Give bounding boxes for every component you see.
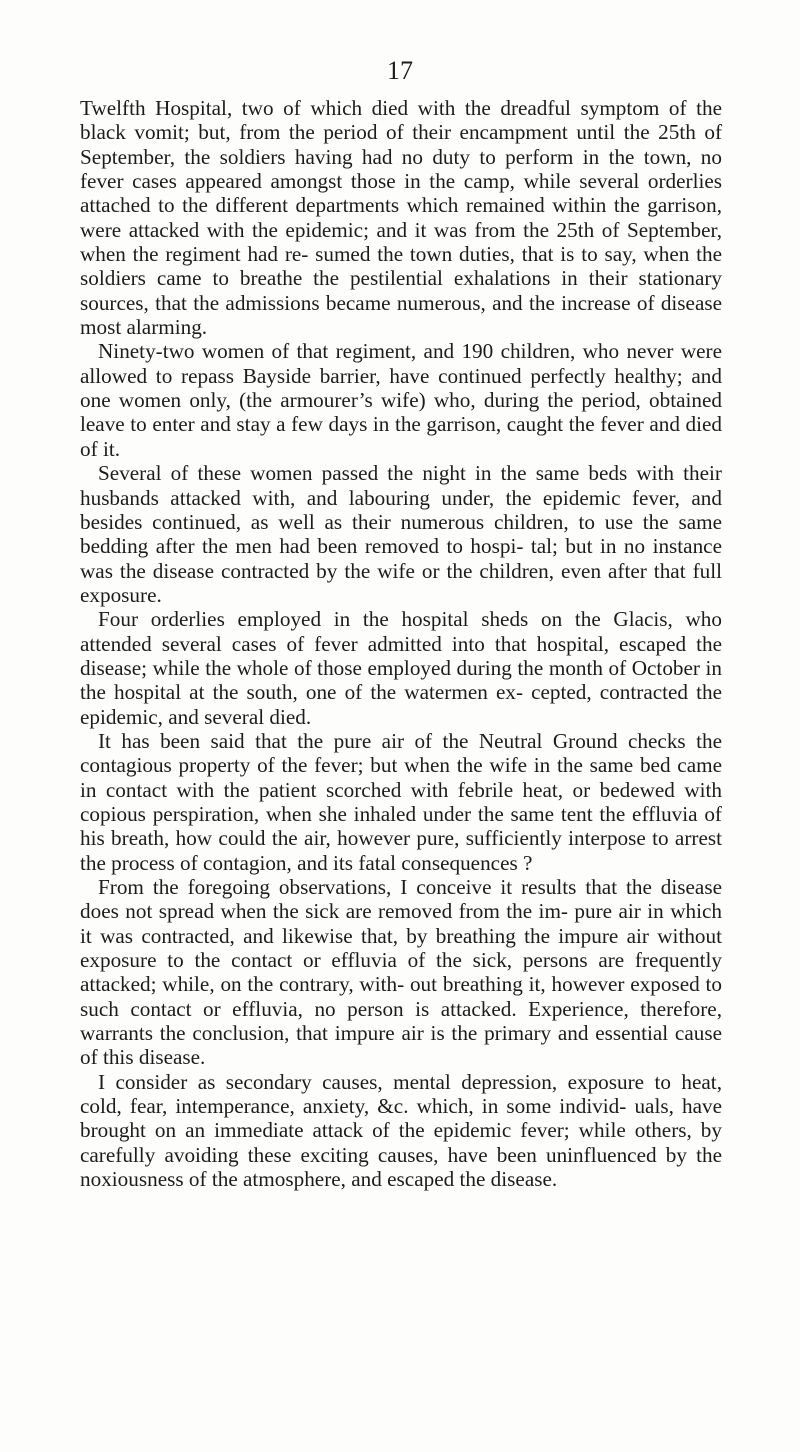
paragraph: I consider as secondary causes, mental depression, exposure to heat, cold, fear, intemperance, anxiety, &c. which, in some individ- uals, have brought on an immediate attack of the epidemic fever; while others, by carefully avoiding these exciting causes, have been uninfluenced by the noxiousness of the atmosphere, and escaped the disease. xyxy=(80,1069,722,1192)
body-text xyxy=(80,96,722,1191)
paragraph: Twelfth Hospital, two of which died with the dreadful symptom of the black vomit; but, from the period of their encampment until the 25th of September, the soldiers having had no duty to perform in the town, no fever cases appeared amongst those in the camp, while several orderlies attached to the different departments which remained within the garrison, were attacked with the epidemic; and it was from the 25th of September, when the regiment had re- sumed the town duties, that is to say, when the soldiers came to breathe the pestilential exhalations in their stationary sources, that the admissions became numerous, and the increase of disease most alarming. xyxy=(80,96,722,340)
paragraph: Ninety-two women of that regiment, and 190 children, who never were allowed to repass Bayside barrier, have continued perfectly healthy; and one women only, (the armourer’s wife) who, during the period, obtained leave to enter and stay a few days in the garrison, caught the fever and died of it. xyxy=(80,339,722,461)
paragraph: It has been said that the pure air of the Neutral Ground checks the contagious property of the fever; but when the wife in the same bed came in contact with the patient scorched with febrile heat, or bedewed with copious perspiration, when she inhaled under the same tent the effluvia of his breath, how could the air, however pure, sufficiently interpose to arrest the process of contagion, and its fatal consequences ? xyxy=(80,728,722,875)
paragraph: Several of these women passed the night in the same beds with their husbands attacked with, and labouring under, the epidemic fever, and besides continued, as well as their numerous children, to use the same bedding after the men had been removed to hospi- tal; but in no instance was the disease contracted by the wife or the children, even after that full exposure. xyxy=(80,461,722,607)
page-number: 17 xyxy=(387,56,413,85)
paragraph: From the foregoing observations, I conceive it results that the disease does not spread when the sick are removed from the im- pure air in which it was contracted, and likewise that, by breathing the impure air without exposure to the contact or effluvia of the sick, persons are frequently attacked; while, on the contrary, with- out breathing it, however exposed to such contact or effluvia, no person is attacked. Experience, therefore, warrants the conclusion, that impure air is the primary and essential cause of this disease. xyxy=(80,875,722,1070)
paragraph: Four orderlies employed in the hospital sheds on the Glacis, who attended several cases of fever admitted into that hospital, escaped the disease; while the whole of those employed during the month of October in the hospital at the south, one of the watermen ex- cepted, contracted the epidemic, and several died. xyxy=(80,607,722,729)
